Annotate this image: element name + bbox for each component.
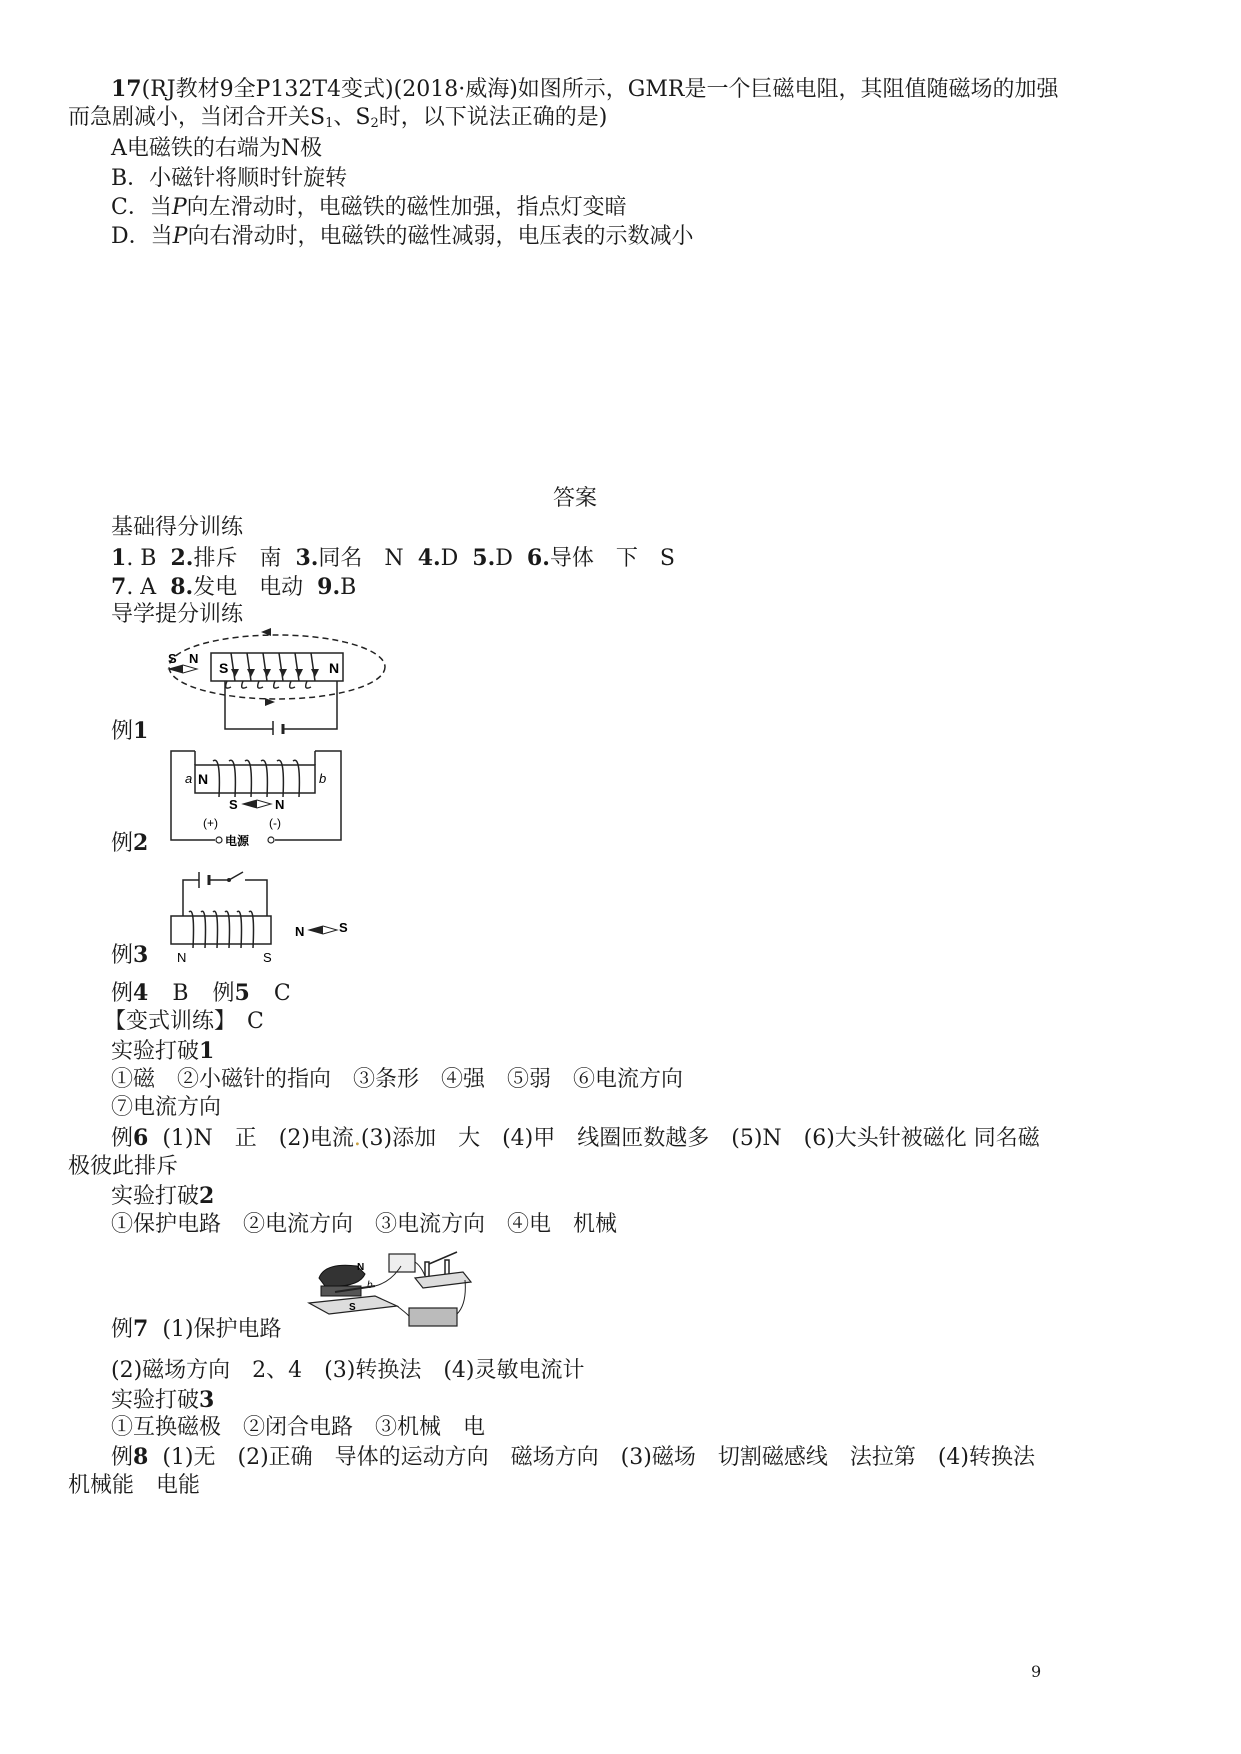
solenoid-core <box>211 653 343 681</box>
experiment-1-line2: ⑦电流方向 <box>111 1095 222 1120</box>
variant-training: 【变式训练】 C <box>104 1009 264 1034</box>
q17-option-c-post: 向左滑动时，电磁铁的磁性加强，指点灯变暗 <box>186 195 627 220</box>
ans-val: 发电 电动 <box>193 575 304 600</box>
example-number: 8 <box>133 1444 149 1470</box>
ans-val: D <box>440 546 459 571</box>
knife-switch <box>425 1252 457 1276</box>
ans-val: 同名 N <box>318 546 404 571</box>
ans-val: D <box>495 546 513 571</box>
q17-stem-2b: 、S <box>333 105 371 130</box>
example-word: 例 <box>111 1126 134 1151</box>
q17-option-a: A电磁铁的右端为N极 <box>111 136 323 161</box>
experiment-2-line: ①保护电路 ②电流方向 ③电流方向 ④电 机械 <box>111 1212 618 1237</box>
experiment-number: 1 <box>199 1038 215 1064</box>
example-word: 例 <box>111 1445 134 1470</box>
experiment-word: 实验打破 <box>111 1388 200 1413</box>
examples-4-5 <box>111 978 291 1009</box>
power-source-label: 电源 <box>225 834 250 848</box>
q17-stem-1: (RJ教材9全P132T4变式)(2018·威海)如图所示，GMR是一个巨磁电阻，其阻值随磁场的加强 <box>141 77 1059 102</box>
ans-num: 7 <box>111 574 127 600</box>
ans-num: 6. <box>526 545 550 571</box>
example-number: 3 <box>133 942 149 968</box>
circuit-wire <box>183 880 267 916</box>
example-6-line1 <box>111 1123 1040 1154</box>
needle-n-label: N <box>295 924 305 939</box>
q17-option-c-var: P <box>171 195 187 220</box>
q17-option-d-var: P <box>172 224 188 249</box>
ans-num: 5. <box>472 545 496 571</box>
example-8-line1 <box>111 1442 1035 1473</box>
example-answer: B <box>172 981 189 1006</box>
example-8-line2: 机械能 电能 <box>68 1473 201 1498</box>
example-word: 例 <box>111 943 134 968</box>
q17-sub1: 1 <box>325 116 334 131</box>
q17-option-d-post: 向右滑动时，电磁铁的磁性减弱，电压表的示数减小 <box>187 224 694 249</box>
switch-lever <box>229 872 243 880</box>
example-number: 7 <box>133 1316 149 1342</box>
solenoid-core <box>195 765 315 793</box>
example-answer: C <box>273 981 291 1006</box>
ans-num: 1 <box>111 545 127 571</box>
needle-n-label: N <box>189 651 199 666</box>
q17-option-c-pre: C．当 <box>111 195 172 220</box>
example-7-text: (1)保护电路 <box>162 1317 282 1342</box>
terminal-left <box>216 837 222 843</box>
example-7-line2: (2)磁场方向 2、4 (3)转换法 (4)灵敏电流计 <box>111 1358 585 1383</box>
switch-pivot <box>227 878 231 882</box>
q17-option-c <box>111 193 627 223</box>
compass-needle-dark <box>243 800 257 808</box>
ans-num: 8. <box>170 574 194 600</box>
example-2-label <box>111 828 148 859</box>
ans-num: 9. <box>317 574 341 600</box>
example-word: 例 <box>111 1317 134 1342</box>
basic-answers-line2 <box>111 572 356 603</box>
ans-num: 3. <box>295 545 319 571</box>
conductor-b-label: b <box>367 1280 373 1291</box>
answers-title: 答案 <box>553 486 598 511</box>
needle-s-label: S <box>229 797 238 812</box>
example-word: 例 <box>111 981 134 1006</box>
stray-dot: . <box>353 1126 361 1151</box>
page-number: 9 <box>1031 1662 1042 1681</box>
switch-box <box>389 1254 415 1272</box>
experiment-3-line: ①互换磁极 ②闭合电路 ③机械 电 <box>111 1415 486 1440</box>
core-s-label: S <box>219 660 229 676</box>
figure-example-7 <box>305 1248 475 1338</box>
basic-answers-line1 <box>111 543 675 574</box>
figure-example-2 <box>165 745 350 857</box>
ans-val: B <box>340 575 357 600</box>
q17-line1 <box>111 74 1058 105</box>
needle-n-label: N <box>275 797 285 812</box>
end-b-label: b <box>319 771 327 786</box>
bottom-s-label: S <box>263 950 272 965</box>
plus-label: (+) <box>203 816 218 830</box>
rheostat <box>409 1308 457 1326</box>
ans-num: 4. <box>417 545 441 571</box>
example-7-line1 <box>111 1314 282 1345</box>
example-word: 例 <box>212 981 235 1006</box>
example-number: 1 <box>133 718 149 744</box>
pole-n-label: N <box>198 771 209 787</box>
compass-needle-dark <box>309 926 323 934</box>
example-8-text: (1)无 (2)正确 导体的运动方向 磁场方向 (3)磁场 切割磁感线 法拉第 (4)转换法 <box>162 1445 1035 1470</box>
experiment-number: 3 <box>199 1387 215 1413</box>
guide-heading: 导学提分训练 <box>111 602 244 627</box>
experiment-word: 实验打破 <box>111 1184 200 1209</box>
experiment-1-heading <box>111 1036 214 1067</box>
example-number: 4 <box>133 980 149 1006</box>
experiment-3-heading <box>111 1385 214 1416</box>
ans-num: 2. <box>170 545 194 571</box>
terminal-right <box>268 837 274 843</box>
figure-example-1 <box>165 625 405 735</box>
ans-val: . A <box>126 575 157 600</box>
example-word: 例 <box>111 831 134 856</box>
experiment-number: 2 <box>199 1183 215 1209</box>
q17-option-d-pre: D．当 <box>111 224 173 249</box>
q17-number: 17 <box>111 76 142 102</box>
example-6-text-b: (3)添加 大 (4)甲 线圈匝数越多 (5)N (6)大头针被磁化 同名磁 <box>360 1126 1040 1151</box>
example-3-label <box>111 940 148 971</box>
needle-s-label: S <box>339 920 348 935</box>
needle-s-label: S <box>168 651 177 666</box>
experiment-word: 实验打破 <box>111 1039 200 1064</box>
q17-stem-2c: 时，以下说法正确的是) <box>378 105 608 130</box>
magnet-s-label: S <box>349 1302 356 1313</box>
core-n-label: N <box>329 660 340 676</box>
example-word: 例 <box>111 719 134 744</box>
magnet-n-label: N <box>357 1262 365 1273</box>
knife-switch-base <box>415 1272 471 1288</box>
bottom-n-label: N <box>177 950 187 965</box>
ans-val: 排斥 南 <box>193 546 282 571</box>
q17-sub2: 2 <box>370 116 379 131</box>
example-number: 5 <box>234 980 250 1006</box>
example-1-label <box>111 716 148 747</box>
q17-stem-2a: 而急剧减小，当闭合开关S <box>68 105 326 130</box>
example-6-text-a: (1)N 正 (2)电流 <box>162 1126 354 1151</box>
end-a-label: a <box>185 771 193 786</box>
example-6-line2: 极彼此排斥 <box>68 1154 179 1179</box>
q17-option-b: B．小磁针将顺时针旋转 <box>111 166 348 191</box>
example-number: 2 <box>133 830 149 856</box>
example-number: 6 <box>133 1125 149 1151</box>
minus-label: (-) <box>269 816 281 830</box>
figure-example-3 <box>165 866 350 966</box>
experiment-1-line1: ①磁 ②小磁针的指向 ③条形 ④强 ⑤弱 ⑥电流方向 <box>111 1067 684 1092</box>
q17-option-d <box>111 222 693 252</box>
experiment-2-heading <box>111 1181 214 1212</box>
solenoid-core <box>171 916 271 944</box>
ans-val: 导体 下 S <box>549 546 675 571</box>
basic-heading: 基础得分训练 <box>111 515 244 540</box>
ans-val: . B <box>126 546 157 571</box>
compass-needle-dark <box>169 665 183 673</box>
